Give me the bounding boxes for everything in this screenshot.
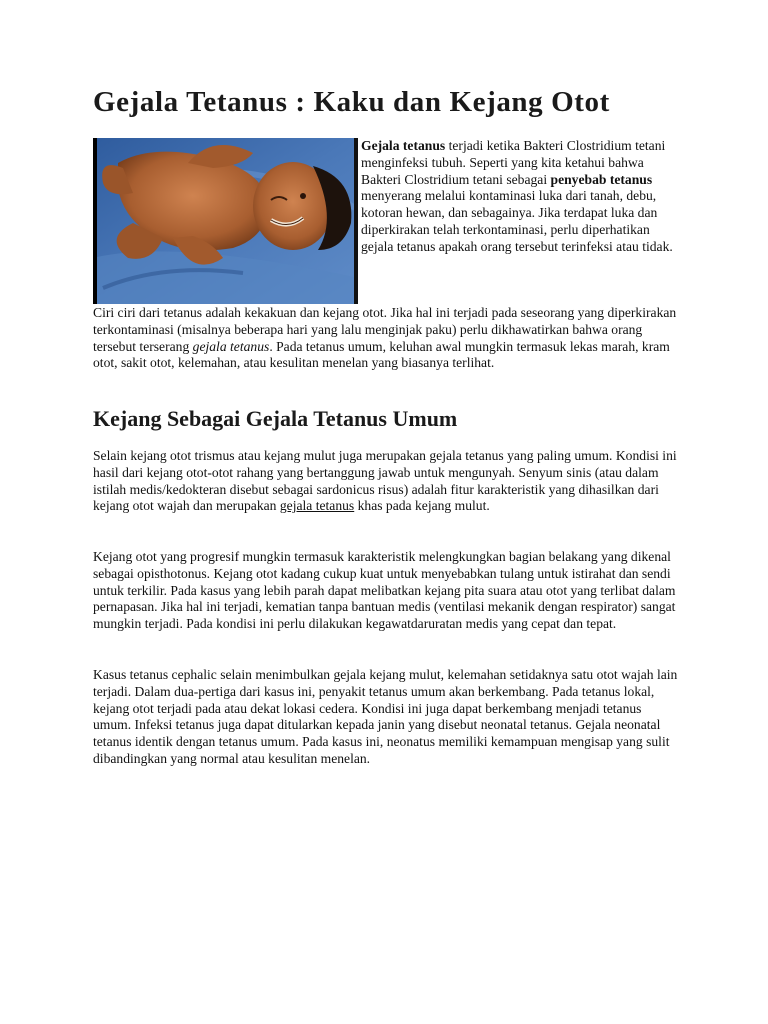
trismus-text-1: Selain kejang otot trismus atau kejang mulut juga merupakan gejala tetanus yang paling umum. Kondisi ini hasil dari kejang otot-otot rahang yang bertanggung jawab untuk mengunyah. Senyum sinis (atau dalam istilah medis/kedokteran disebut sebagai sardonicus risus) adalah fitur karakteristik yang dihasilkan dari kejang otot wajah dan merupakan: [93, 448, 677, 514]
intro-bold-gejala-tetanus: Gejala tetanus: [361, 138, 446, 153]
intro-text-2: menyerang melalui kontaminasi luka dari tanah, debu, kotoran hewan, dan sebagainya. Jika terdapat luka dan diperkirakan telah terkontaminasi, perlu diperhatikan gejala tetanus apakah orang tersebut terinfeksi atau tidak.: [361, 188, 673, 254]
trismus-text-2: khas pada kejang mulut.: [354, 498, 490, 514]
symptoms-italic-gejala-tetanus: gejala tetanus: [192, 338, 270, 354]
page-title: Gejala Tetanus : Kaku dan Kejang Otot: [93, 86, 610, 118]
opisthotonus-paragraph: Kejang otot yang progresif mungkin termasuk karakteristik melengkungkan bagian belakang yang dikenal sebagai opisthotonus. Kejang otot kadang cukup kuat untuk menyebabkan tulang untuk istirahat dan sendi untuk terkilir. Pada kasus yang lebih parah dapat melibatkan kejang pita suara atau otot yang terlibat dalam pernapasan. Jika hal ini terjadi, kematian tanpa bantuan medis (ventilasi mekanik dengan respirator) sangat mungkin terjadi. Pada kondisi ini perlu dilakukan kegawatdaruratan medis yang cepat dan tepat.: [93, 549, 676, 632]
intro-text-1: terjadi ketika Bakteri Clostridium tetani menginfeksi tubuh. Seperti yang kita ketahui bahwa Bakteri Clostridium tetani sebagai: [361, 138, 666, 187]
symptoms-text-1: Ciri ciri dari tetanus adalah kekakuan dan kejang otot. Jika hal ini terjadi pada seseorang yang diperkirakan terkontaminasi (misalnya beberapa hari yang lalu menginjak paku) perlu dikhawatirkan bahwa orang tersebut terserang: [93, 305, 677, 354]
trismus-paragraph: [93, 448, 681, 515]
symptoms-text-2: . Pada tetanus umum, keluhan awal mungkin termasuk lekas marah, kram otot, sakit otot, kelemahan, atau kesulitan menelan yang biasanya terlihat.: [93, 338, 670, 371]
symptoms-paragraph: [93, 305, 681, 372]
section-heading: Kejang Sebagai Gejala Tetanus Umum: [93, 406, 458, 431]
cephalic-tetanus-paragraph: Kasus tetanus cephalic selain menimbulkan gejala kejang mulut, kelemahan setidaknya satu otot wajah lain terjadi. Dalam dua-pertiga dari kasus ini, penyakit tetanus umum akan berkembang. Pada tetanus lokal, kejang otot terjadi pada atau dekat lokasi cedera. Kondisi ini juga dapat berkembang menjadi tetanus umum. Infeksi tetanus juga dapat ditularkan kepada janin yang disebut neonatal tetanus. Gejala neonatal tetanus identik dengan tetanus umum. Pada kasus ini, neonatus memiliki kemampuan mengisap yang sulit dibandingkan yang normal atau kesulitan menelan.: [93, 667, 678, 766]
gejala-tetanus-link[interactable]: gejala tetanus: [279, 498, 355, 514]
intro-paragraph: [361, 138, 681, 256]
tetanus-patient-photo: [93, 138, 358, 304]
intro-bold-penyebab-tetanus: penyebab tetanus: [550, 171, 653, 187]
